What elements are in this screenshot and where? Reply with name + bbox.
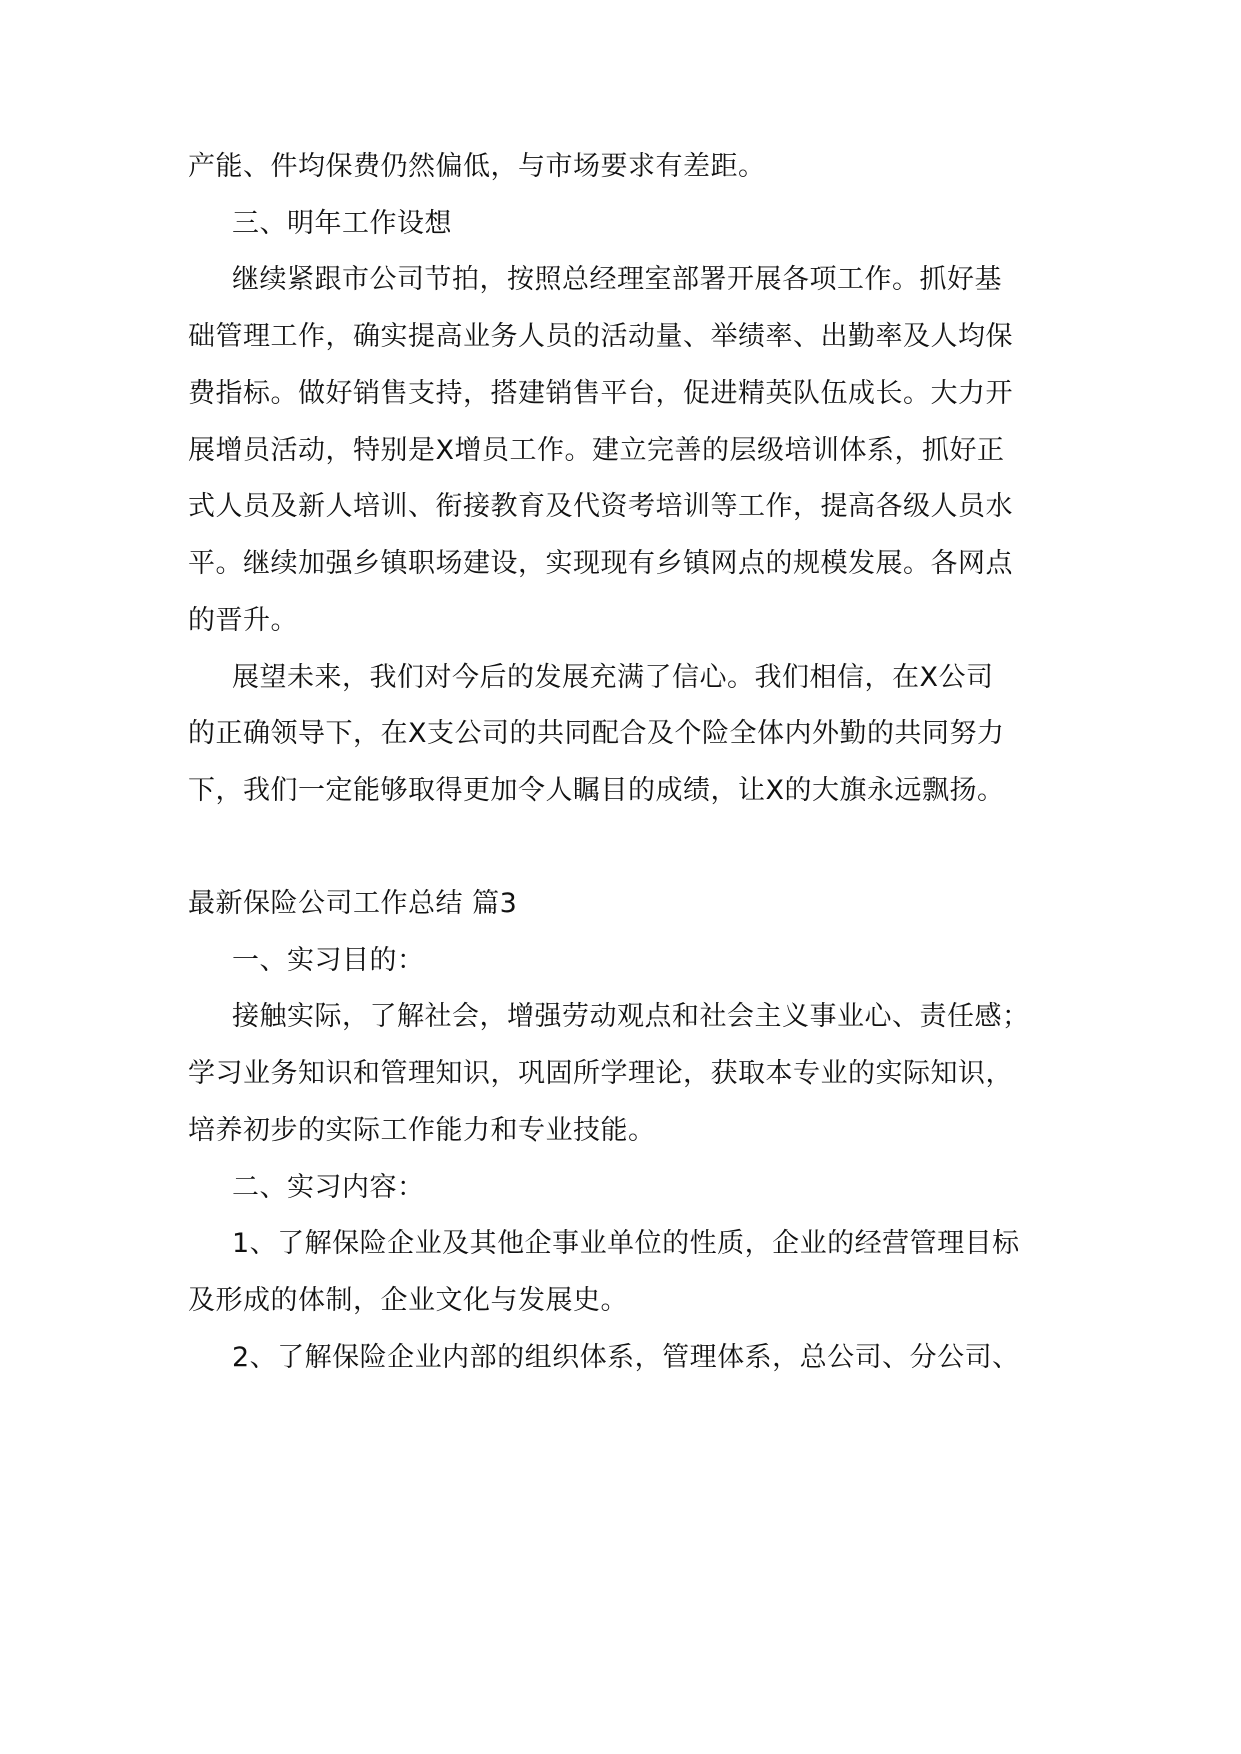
paragraph-line: 展望未来，我们对今后的发展充满了信心。我们相信，在X公司 xyxy=(232,662,994,693)
paragraph-line: 的晋升。 xyxy=(188,605,298,636)
paragraph-line: 接触实际，了解社会，增强劳动观点和社会主义事业心、责任感； xyxy=(232,1001,1030,1032)
paragraph-line: 的正确领导下，在X支公司的共同配合及个险全体内外勤的共同努力 xyxy=(188,718,1005,749)
section-heading: 一、实习目的： xyxy=(232,945,425,976)
paragraph-line: 学习业务知识和管理知识，巩固所学理论，获取本专业的实际知识， xyxy=(188,1058,1013,1089)
paragraph-line: 2、了解保险企业内部的组织体系，管理体系，总公司、分公司、 xyxy=(232,1342,1020,1373)
paragraph-line: 培养初步的实际工作能力和专业技能。 xyxy=(188,1115,656,1146)
paragraph-line: 继续紧跟市公司节拍，按照总经理室部署开展各项工作。抓好基 xyxy=(232,264,1002,295)
paragraph-line: 1、了解保险企业及其他企事业单位的性质，企业的经营管理目标 xyxy=(232,1228,1020,1259)
paragraph-line: 式人员及新人培训、衔接教育及代资考培训等工作，提高各级人员水 xyxy=(188,491,1013,522)
paragraph-line: 平。继续加强乡镇职场建设，实现现有乡镇网点的规模发展。各网点 xyxy=(188,548,1013,579)
article-title: 最新保险公司工作总结 篇3 xyxy=(188,888,518,919)
paragraph-line: 产能、件均保费仍然偏低，与市场要求有差距。 xyxy=(188,151,766,182)
paragraph-line: 费指标。做好销售支持，搭建销售平台，促进精英队伍成长。大力开 xyxy=(188,378,1013,409)
section-heading: 三、明年工作设想 xyxy=(232,208,452,239)
section-heading: 二、实习内容： xyxy=(232,1172,425,1203)
paragraph-line: 展增员活动，特别是X增员工作。建立完善的层级培训体系，抓好正 xyxy=(188,435,1005,466)
paragraph-line: 下，我们一定能够取得更加令人瞩目的成绩，让X的大旗永远飘扬。 xyxy=(188,775,1005,806)
paragraph-line: 及形成的体制，企业文化与发展史。 xyxy=(188,1285,628,1316)
paragraph-line: 础管理工作，确实提高业务人员的活动量、举绩率、出勤率及人均保 xyxy=(188,321,1013,352)
